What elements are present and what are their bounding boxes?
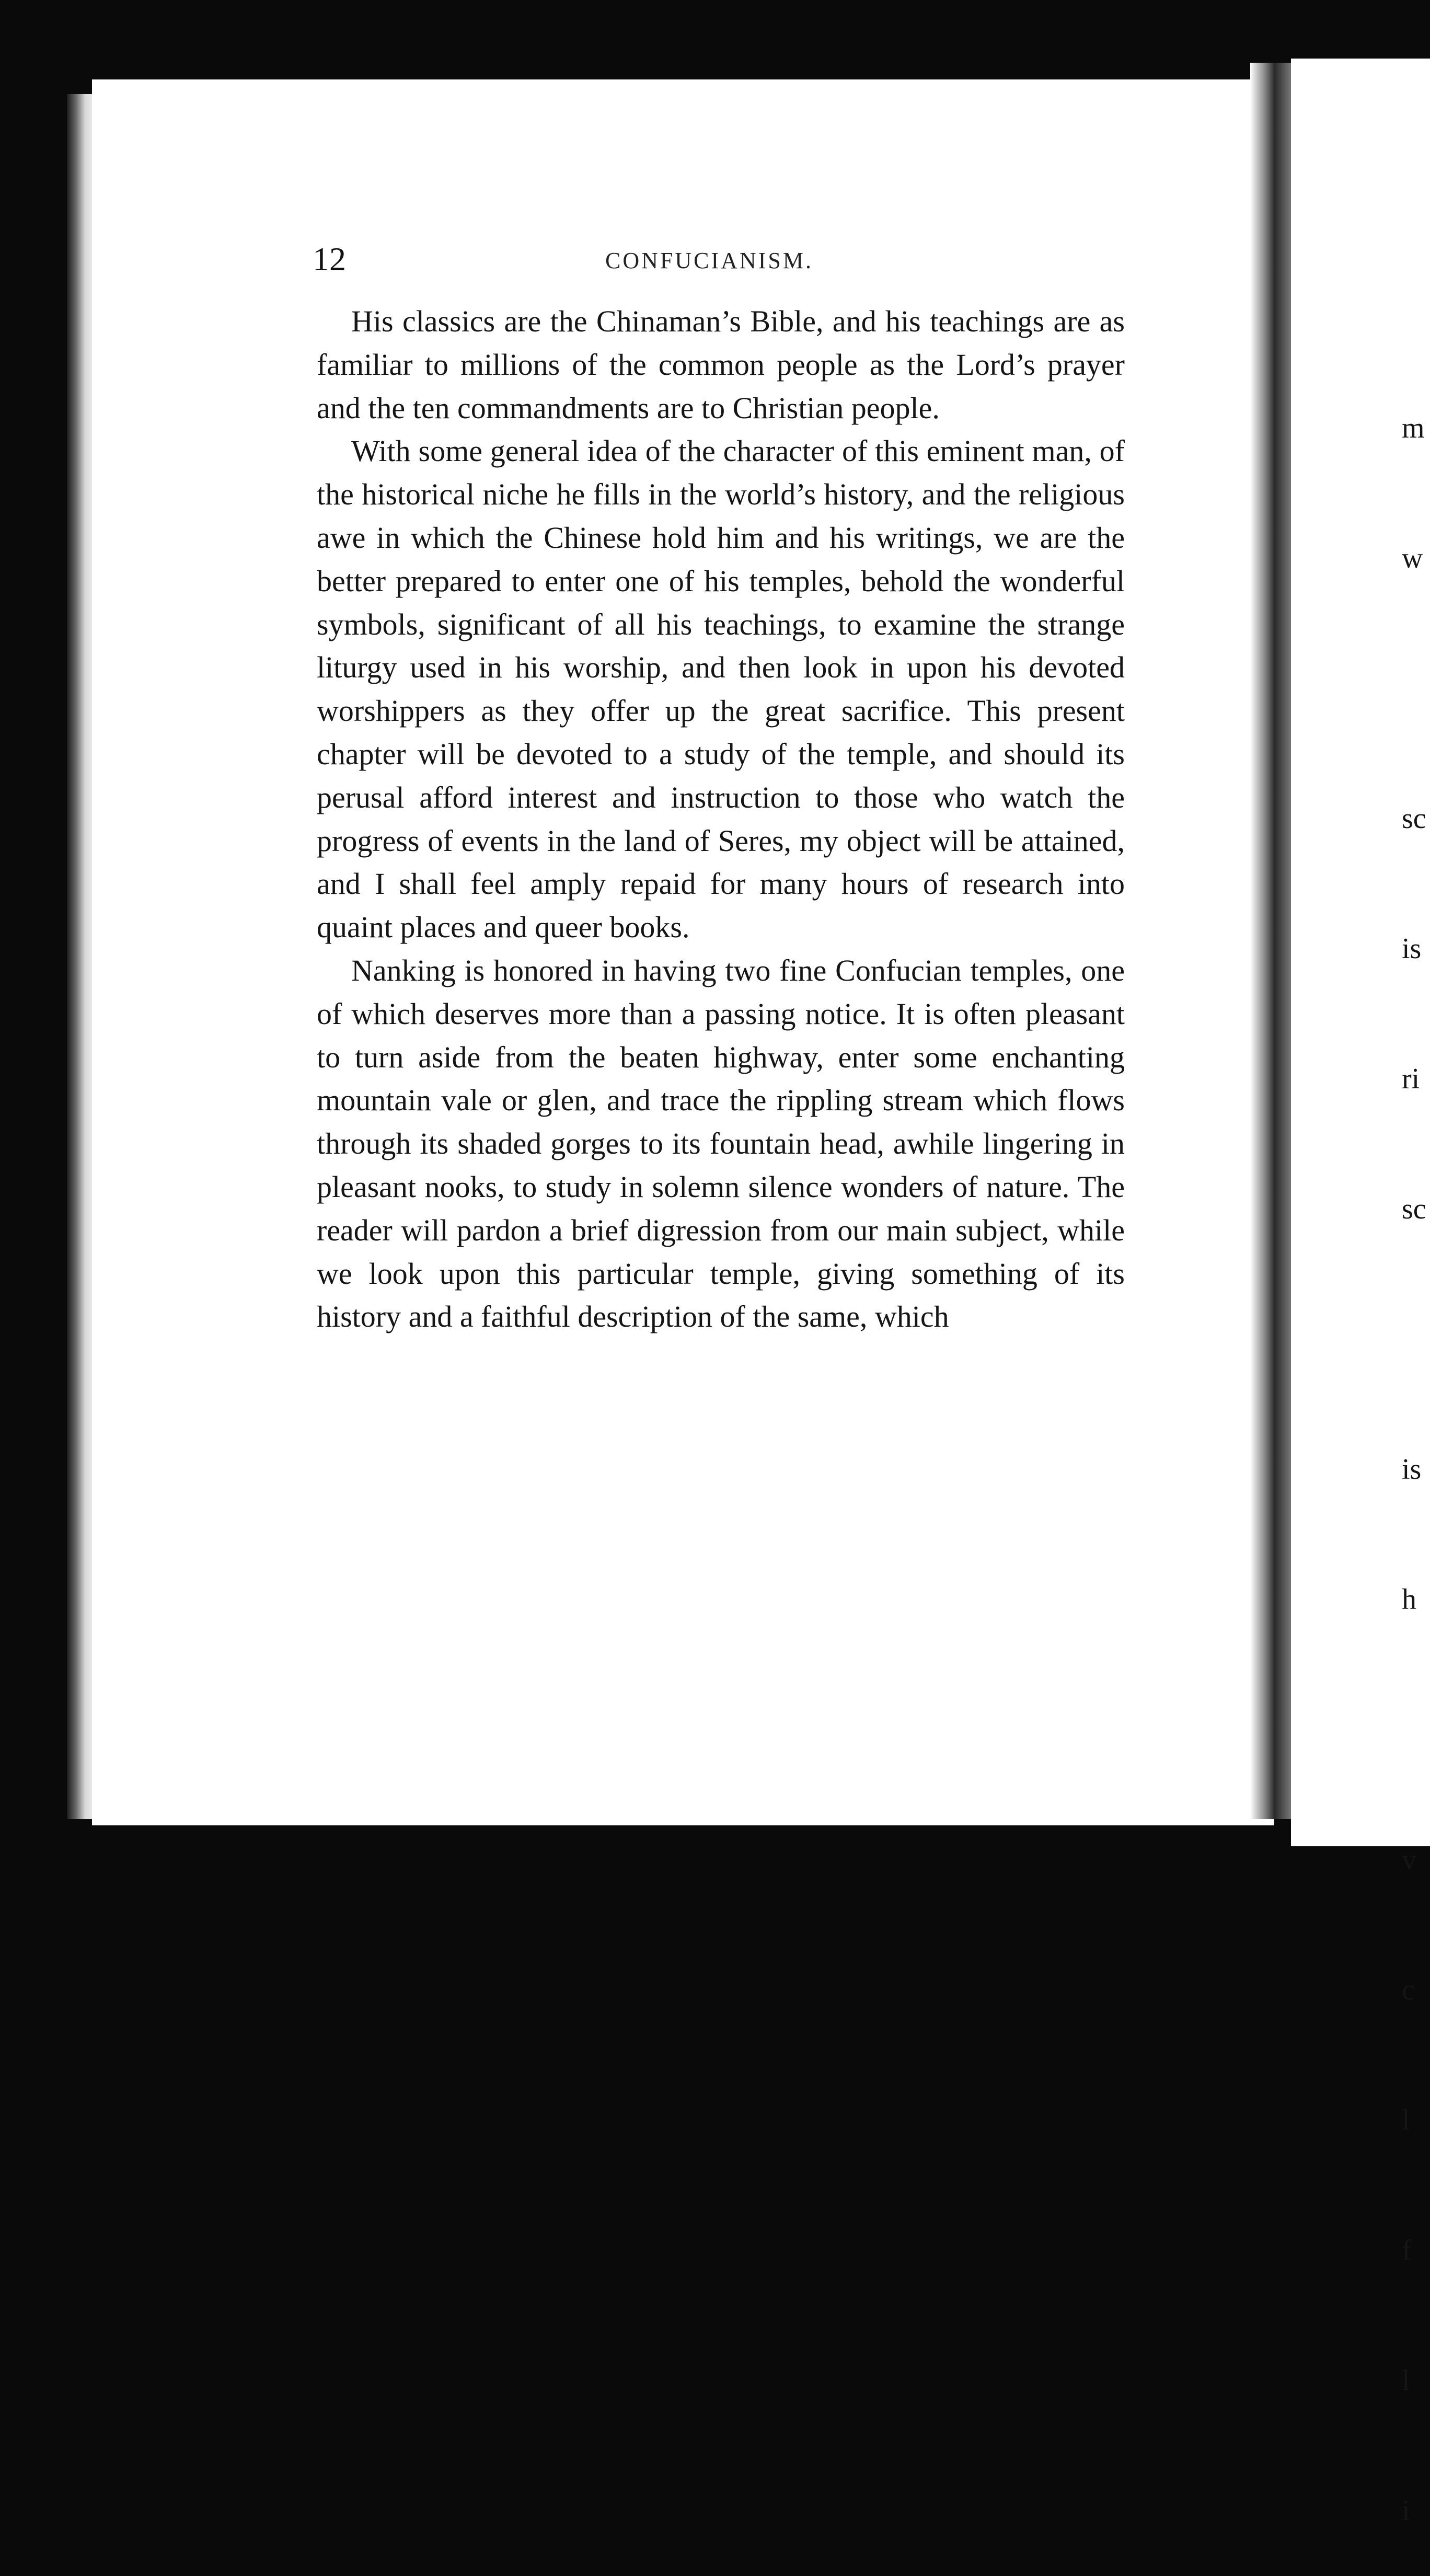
facing-line: w <box>1402 542 1423 574</box>
facing-line: i <box>1402 2494 1410 2527</box>
facing-line: c <box>1402 1974 1415 2006</box>
paragraph: His classics are the Chinaman’s Bible, and his teachings are as familiar to millions of the common people as the Lord’s prayer and the ten commandments are to Christian people. <box>317 304 1125 425</box>
facing-line: is <box>1402 933 1422 965</box>
running-title: CONFUCIANISM. <box>605 248 813 273</box>
facing-line: l <box>1402 2364 1410 2397</box>
facing-line: m <box>1402 412 1425 444</box>
facing-line <box>1402 1708 1430 1752</box>
facing-line <box>1402 667 1430 710</box>
body-text <box>317 300 1125 1339</box>
facing-line: f <box>1402 2234 1412 2267</box>
facing-line: sc <box>1402 1193 1426 1225</box>
facing-page-text <box>1402 320 1430 2576</box>
page-number: 12 <box>313 240 346 278</box>
facing-line: ri <box>1402 1063 1420 1095</box>
facing-line: v <box>1402 1844 1416 1876</box>
page-gutter <box>1250 63 1291 1819</box>
paragraph: With some general idea of the character of this eminent man, of the historical niche he fills in the world’s history, and the religious awe in which the Chinese hold him and his writings, we are the better prepared to enter one of his temples, behold the wonderful symbols, significant of all his teachings, to examine the strange liturgy used in his worship, and then look in upon his devoted worshippers as they offer up the great sacrifice. This present chapter will be devoted to a study of the temple, and should its perusal afford interest and instruction to those who watch the progress of events in the land of Seres, my object will be attained, and I shall feel amply repaid for many hours of research into quaint places and queer books. <box>317 434 1125 945</box>
facing-line: h <box>1402 1583 1416 1616</box>
facing-line: sc <box>1402 802 1426 835</box>
facing-line: l <box>1402 2104 1410 2136</box>
paragraph: Nanking is honored in having two fine Confucian temples, one of which deserves more than a passing notice. It is often pleasant to turn aside from the beaten highway, enter some enchanting mountain vale or glen, and trace the rippling stream which flows through its shaded gorges to its fountain head, awhile lingering in pleasant nooks, to study in solemn silence wonders of nature. The reader will pardon a brief digression from our main subject, while we look upon this particular temple, giving something of its history and a faithful description of the same, which <box>317 953 1125 1334</box>
facing-line <box>1402 1318 1430 1361</box>
facing-line: is <box>1402 1453 1422 1486</box>
page-header <box>313 238 1128 280</box>
